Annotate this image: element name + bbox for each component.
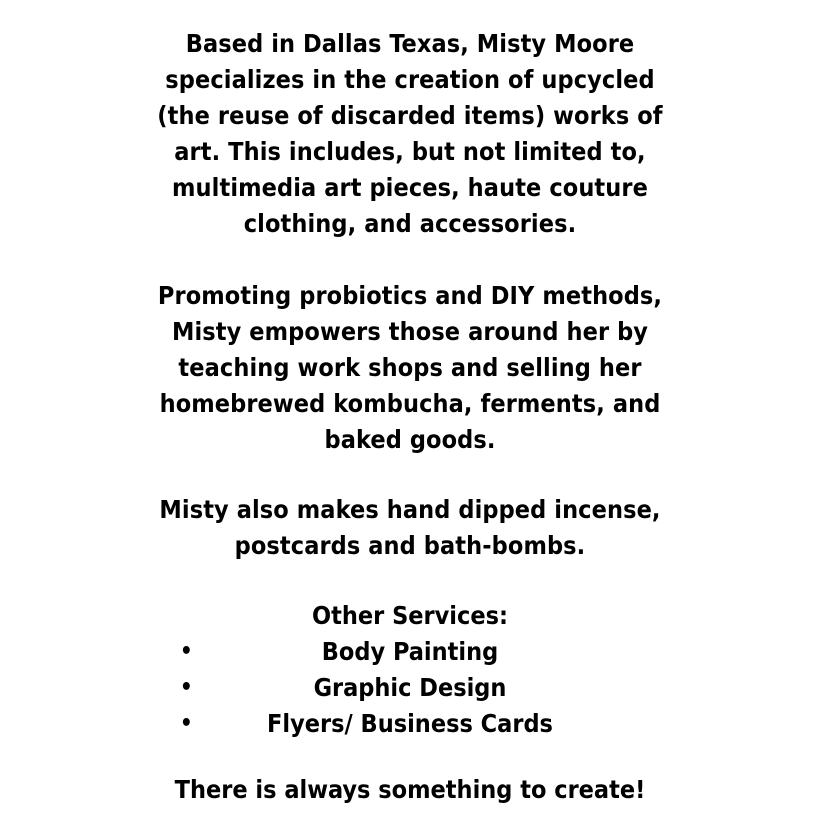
bullet-icon: • (180, 675, 193, 700)
spacer (150, 458, 670, 492)
services-list (150, 634, 670, 742)
paragraph-incense: Misty also makes hand dipped incense, postcards and bath-bombs. (159, 495, 661, 560)
paragraph-probiotics: Promoting probiotics and DIY methods, Misty empowers those around her by teaching work shops and selling her homebrewed kombucha, ferments, and baked goods. (157, 281, 663, 454)
list-item-label: Body Painting (321, 637, 499, 666)
spacer (150, 742, 670, 772)
paragraph-intro: Based in Dallas Texas, Misty Moore specializes in the creation of upcycled (the reuse of discarded items) works of art. This includes, but not limited to, multimedia art pieces, haute couture clothing, and accessories. (157, 29, 663, 238)
bullet-icon: • (180, 711, 193, 736)
list-item-label: Flyers/ Business Cards (267, 709, 553, 738)
list-item (150, 706, 670, 742)
bullet-icon: • (180, 639, 193, 664)
list-item (150, 670, 670, 706)
list-item (150, 634, 670, 670)
closing-line: There is always something to create! (174, 775, 646, 804)
services-heading: Other Services: (312, 601, 508, 630)
list-item-label: Graphic Design (313, 673, 507, 702)
spacer (150, 564, 670, 598)
spacer (150, 242, 670, 278)
